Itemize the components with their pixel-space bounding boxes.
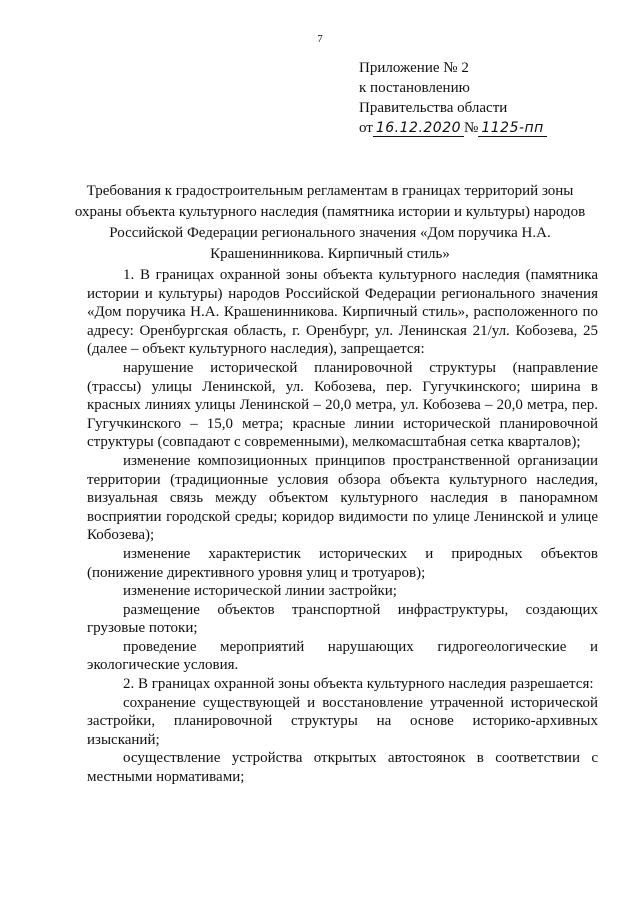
paragraph-10: осуществление устройства открытых автостоянок в соответствии с местными нормативами;: [87, 750, 598, 786]
paragraph-9: сохранение существующей и восстановление утраченной исторической застройки, планировочной структуры на основе историко-архивных изысканий;: [87, 694, 598, 748]
appendix-line-government: Правительства области: [359, 100, 508, 116]
paragraph-3: изменение композиционных принципов пространственной организации территории (традиционные условия обзора объекта культурного наследия, визуальная связь между объектом культурного наследия в панорамном восприятии городской среды; коридор видимости по улице Ленинской и улице Кобозева);: [87, 452, 598, 544]
paragraph-2: нарушение исторической планировочной структуры (направление (трассы) улицы Ленинской, ул. Кобозева, пер. Гугучкинского; ширина в красных линиях улицы Ленинской – 20,0 метра, ул. Кобозева – 20,0 метра, пер. Гугучкинского – 15,0 метра; красные линии исторической планировочной структуры (совпадают с современными), мелкомасштабная сетка кварталов);: [87, 359, 598, 451]
paragraph-5: изменение исторической линии застройки;: [123, 583, 397, 600]
document-body: [87, 266, 598, 787]
paragraph-6: размещение объектов транспортной инфраструктуры, создающих грузовые потоки;: [87, 601, 598, 637]
paragraph-8: 2. В границах охранной зоны объекта культурного наследия разрешается:: [123, 676, 594, 693]
page-number: 7: [317, 33, 323, 45]
handwritten-number: 1125-пп: [478, 120, 547, 137]
document-title: Требования к градостроительным регламентам в границах территорий зоны охраны объекта культурного наследия (памятника истории и культуры) народов Российской Федерации регионального значения «Дом поручика Н.А. Крашенинникова. Кирпичный стиль»: [74, 183, 586, 262]
appendix-block: [359, 58, 547, 138]
appendix-line-decree: к постановлению: [359, 80, 470, 96]
appendix-date-line: [359, 118, 547, 138]
handwritten-date: 16.12.2020: [373, 120, 464, 137]
paragraph-4: изменение характеристик исторических и природных объектов (понижение директивного уровня улиц и тротуаров);: [87, 545, 598, 581]
date-prefix: от: [359, 120, 373, 136]
paragraph-1: 1. В границах охранной зоны объекта культурного наследия (памятника истории и культуры) народов Российской Федерации регионального значения «Дом поручика Н.А. Крашенинникова. Кирпичный стиль», расположенного по адресу: Оренбургская область, г. Оренбург, ул. Ленинская 21/ул. Кобозева, 25 (далее – объект культурного наследия), запрещается:: [87, 267, 598, 358]
appendix-title: Приложение № 2: [359, 60, 469, 76]
number-prefix: №: [464, 120, 479, 136]
paragraph-7: проведение мероприятий нарушающих гидрогеологические и экологические условия.: [87, 638, 598, 674]
